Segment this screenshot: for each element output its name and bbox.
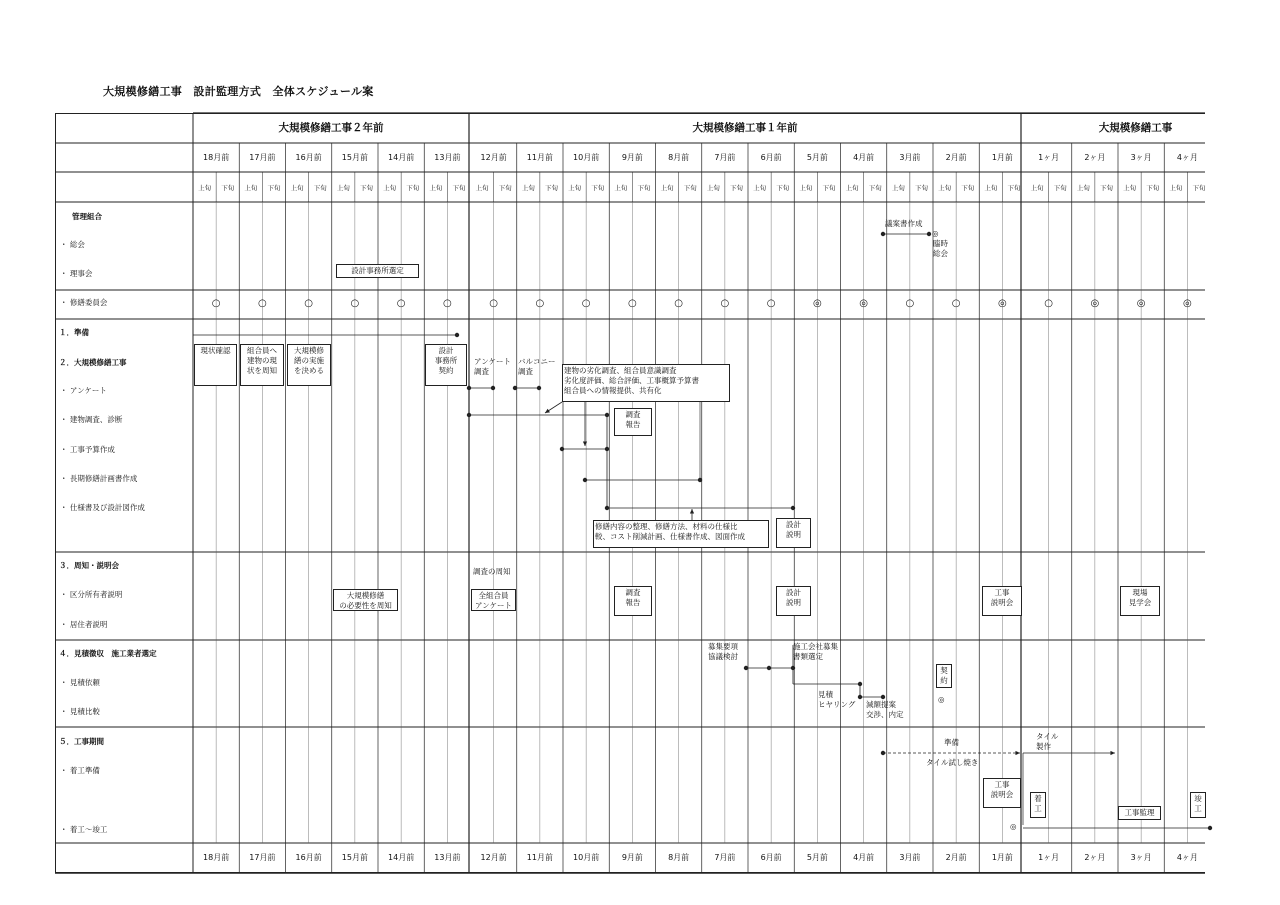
early-period-label: 上旬 xyxy=(290,184,304,192)
shiyo-note-box: 修繕内容の整理、修繕方法、材料の仕様比 較、コスト削減計画、仕様書作成、図面作成 xyxy=(593,520,769,548)
committee-meeting-symbol: ○ xyxy=(489,298,498,309)
rinji-label: 臨時 総会 xyxy=(933,239,948,258)
committee-meeting-symbol: ○ xyxy=(396,298,406,309)
committee-meeting-symbol: ○ xyxy=(766,298,776,309)
genkaku-label: 減額提案 交渉、内定 xyxy=(866,700,904,719)
month-footer: 18月前 xyxy=(203,853,230,862)
late-period-label: 下旬 xyxy=(267,184,281,192)
balcony-label: バルコニー 調査 xyxy=(518,357,556,376)
kanri-box: 工事監理 xyxy=(1118,806,1161,820)
row-label-shiyo: ・ 仕様書及び設計図作成 xyxy=(60,503,145,512)
early-period-label: 上旬 xyxy=(244,184,258,192)
committee-meeting-symbol: ○ xyxy=(581,298,591,309)
month-footer: 12月前 xyxy=(480,853,507,862)
row-label-iinkai: ・ 修繕委員会 xyxy=(60,298,108,307)
month-header-top: 1月前 xyxy=(991,153,1013,162)
early-period-label: 上旬 xyxy=(1030,184,1044,192)
row-label-anketo: ・ アンケート xyxy=(60,386,107,395)
late-period-label: 下旬 xyxy=(452,184,466,192)
row-label-chosa: ・ 建物調査、診断 xyxy=(60,415,123,424)
committee-meeting-symbol: ○ xyxy=(211,298,221,309)
committee-meeting-symbol: ◎ xyxy=(1090,298,1100,309)
month-header-top: 16月前 xyxy=(295,153,322,162)
month-footer: 1ヶ月 xyxy=(1038,853,1060,862)
chosa-note-arrow-head xyxy=(545,409,550,413)
row-label-hikaku: ・ 見積比較 xyxy=(60,707,100,716)
genjo-box: 現状確認 xyxy=(194,344,237,386)
month-footer: 1月前 xyxy=(991,853,1013,862)
committee-meeting-symbol: ○ xyxy=(535,298,545,309)
month-footer: 7月前 xyxy=(714,853,736,862)
early-period-label: 上旬 xyxy=(383,184,397,192)
late-period-label: 下旬 xyxy=(406,184,420,192)
month-header-top: 8月前 xyxy=(668,153,690,162)
late-period-label: 下旬 xyxy=(1053,184,1067,192)
keiyaku-box: 契約 xyxy=(936,664,952,688)
row-label-kanri: 管理組合 xyxy=(72,212,102,221)
committee-meeting-symbol: ○ xyxy=(628,298,637,309)
office-contract-box: 設計 事務所 契約 xyxy=(425,344,467,386)
month-footer: 16月前 xyxy=(295,853,322,862)
chakko-symbol: ◎ xyxy=(1010,822,1017,831)
chosa-down-arrow-head xyxy=(583,441,587,446)
shiko-boshu-label: 施工会社募集 書類選定 xyxy=(793,642,838,661)
boshu-mid xyxy=(767,666,771,670)
shiyo-end xyxy=(791,506,795,510)
month-header-top: 1ヶ月 xyxy=(1038,153,1060,162)
tile-yaki-label: タイル試し焼き xyxy=(926,758,979,767)
early-period-label: 上旬 xyxy=(1123,184,1137,192)
koji-setsumeikai2-box: 工事 説明会 xyxy=(983,778,1021,808)
sentei-box: 設計事務所選定 xyxy=(336,264,419,278)
committee-meeting-symbol: ◎ xyxy=(1136,298,1146,309)
chosa-hokoku-box: 調査 報告 xyxy=(614,408,652,436)
boshu-start xyxy=(744,666,748,670)
row-label-chakko-junbi: ・ 着工準備 xyxy=(60,766,100,775)
late-period-label: 下旬 xyxy=(637,184,651,192)
late-period-label: 下旬 xyxy=(914,184,928,192)
month-header-top: 12月前 xyxy=(480,153,507,162)
month-header-top: 4月前 xyxy=(853,153,875,162)
balcony-start xyxy=(513,386,517,390)
row-label-shuchi: ３．周知・説明会 xyxy=(59,561,119,570)
late-period-label: 下旬 xyxy=(544,184,558,192)
month-footer: 2月前 xyxy=(945,853,967,862)
row-label-mitsumori: ４．見積徴収 施工業者選定 xyxy=(59,649,157,658)
row-label-junbi: １．準備 xyxy=(59,328,89,337)
committee-meeting-symbol: ○ xyxy=(674,298,683,309)
early-period-label: 上旬 xyxy=(799,184,813,192)
early-period-label: 上旬 xyxy=(753,184,767,192)
committee-meeting-symbol: ◎ xyxy=(998,298,1007,309)
month-header-top: 18月前 xyxy=(203,153,230,162)
late-period-label: 下旬 xyxy=(359,184,373,192)
anketo-chosa-label: アンケート 調査 xyxy=(474,357,512,376)
zen-anketo-box: 全組合員 アンケート xyxy=(471,589,516,611)
late-period-label: 下旬 xyxy=(221,184,235,192)
balcony-end xyxy=(537,386,541,390)
month-header-top: 13月前 xyxy=(434,153,461,162)
early-period-label: 上旬 xyxy=(938,184,952,192)
month-footer: 4ヶ月 xyxy=(1176,853,1198,862)
anketo-end xyxy=(491,386,495,390)
month-footer: 3ヶ月 xyxy=(1130,853,1152,862)
late-period-label: 下旬 xyxy=(729,184,743,192)
early-period-label: 上旬 xyxy=(660,184,674,192)
early-period-label: 上旬 xyxy=(429,184,443,192)
committee-meeting-symbol: ○ xyxy=(720,298,730,309)
late-period-label: 下旬 xyxy=(1146,184,1160,192)
koji-setsumeikai-box: 工事 説明会 xyxy=(982,586,1022,616)
hiaring-label: 見積 ヒヤリング xyxy=(818,690,856,709)
tile-seisaku-label: タイル 製作 xyxy=(1036,732,1059,751)
committee-meeting-symbol: ○ xyxy=(905,298,915,309)
row-label-rijikai: ・ 理事会 xyxy=(60,269,93,278)
anketo-start xyxy=(467,386,471,390)
late-period-label: 下旬 xyxy=(1099,184,1113,192)
shunko-box: 竣 工 xyxy=(1190,792,1206,818)
hikaku-start xyxy=(858,695,862,699)
tile-arrow-head xyxy=(1110,751,1115,755)
month-footer: 10月前 xyxy=(573,853,600,862)
choki-start xyxy=(583,478,587,482)
committee-meeting-symbol: ○ xyxy=(258,298,267,309)
committee-meeting-symbol: ◎ xyxy=(859,298,868,309)
early-period-label: 上旬 xyxy=(1076,184,1090,192)
late-period-label: 下旬 xyxy=(313,184,327,192)
gian-start xyxy=(881,232,885,236)
sekkei-setsumei2-box: 設計 説明 xyxy=(776,586,811,616)
late-period-label: 下旬 xyxy=(591,184,605,192)
junbi-dashed-start xyxy=(881,751,885,755)
late-period-label: 下旬 xyxy=(498,184,512,192)
late-period-label: 下旬 xyxy=(822,184,836,192)
late-period-label: 下旬 xyxy=(1192,184,1206,192)
boshu-label: 募集要項 協議検討 xyxy=(708,642,738,661)
month-footer: 6月前 xyxy=(760,853,782,862)
month-footer: 15月前 xyxy=(341,853,368,862)
late-period-label: 下旬 xyxy=(868,184,882,192)
early-period-label: 上旬 xyxy=(198,184,212,192)
month-header-top: 17月前 xyxy=(249,153,276,162)
month-footer: 9月前 xyxy=(621,853,643,862)
month-header-top: 11月前 xyxy=(526,153,553,162)
sekkei-setsumei-box: 設計 説明 xyxy=(776,518,811,548)
committee-meeting-symbol: ○ xyxy=(304,298,313,309)
hikaku-end xyxy=(881,695,885,699)
hitsuyo-box: 大規模修繕 の必要性を周知 xyxy=(333,589,398,611)
chosa-hokoku2-box: 調査 報告 xyxy=(614,586,652,616)
month-header-top: 14月前 xyxy=(388,153,415,162)
early-period-label: 上旬 xyxy=(845,184,859,192)
late-period-label: 下旬 xyxy=(961,184,975,192)
early-period-label: 上旬 xyxy=(336,184,350,192)
committee-meeting-symbol: ○ xyxy=(350,298,360,309)
early-period-label: 上旬 xyxy=(1169,184,1183,192)
phase-header-2: 大規模修繕工事 xyxy=(1098,122,1173,134)
month-header-top: 4ヶ月 xyxy=(1176,153,1198,162)
early-period-label: 上旬 xyxy=(614,184,628,192)
month-header-top: 10月前 xyxy=(573,153,600,162)
late-period-label: 下旬 xyxy=(1007,184,1021,192)
late-period-label: 下旬 xyxy=(683,184,697,192)
month-header-top: 5月前 xyxy=(806,153,828,162)
month-header-top: 15月前 xyxy=(341,153,368,162)
committee-meeting-symbol: ○ xyxy=(1044,298,1053,309)
month-footer: 8月前 xyxy=(668,853,690,862)
month-footer: 13月前 xyxy=(434,853,461,862)
chosa-shuchi-label: 調査の周知 xyxy=(473,567,511,576)
junbi-label: 準備 xyxy=(944,738,959,747)
late-period-label: 下旬 xyxy=(776,184,790,192)
month-footer: 14月前 xyxy=(388,853,415,862)
early-period-label: 上旬 xyxy=(475,184,489,192)
month-header-top: 3月前 xyxy=(899,153,921,162)
early-period-label: 上旬 xyxy=(706,184,720,192)
early-period-label: 上旬 xyxy=(568,184,582,192)
row-label-yosan: ・ 工事予算作成 xyxy=(60,445,115,454)
rinji-symbol: ◎ xyxy=(932,229,939,238)
month-header-top: 7月前 xyxy=(714,153,736,162)
genba-box: 現場 見学会 xyxy=(1120,586,1160,616)
month-header-top: 6月前 xyxy=(760,153,782,162)
row-label-kubun: ・ 区分所有者説明 xyxy=(60,590,123,599)
month-footer: 4月前 xyxy=(853,853,875,862)
yosan-start xyxy=(560,447,564,451)
gian-label: 議案書作成 xyxy=(885,219,923,228)
month-header-top: 2ヶ月 xyxy=(1084,153,1106,162)
chosa-start xyxy=(467,413,471,417)
month-footer: 3月前 xyxy=(899,853,921,862)
early-period-label: 上旬 xyxy=(521,184,535,192)
gian-end xyxy=(927,232,931,236)
committee-meeting-symbol: ○ xyxy=(443,298,452,309)
month-footer: 17月前 xyxy=(249,853,276,862)
row-label-kyoju: ・ 居住者説明 xyxy=(60,620,108,629)
early-period-label: 上旬 xyxy=(891,184,905,192)
phase-header-1: 大規模修繕工事１年前 xyxy=(692,122,798,134)
junbi-dashed-arrow-head xyxy=(1015,751,1020,755)
row-label-koki: ５．工事期間 xyxy=(59,737,104,746)
keiyaku-symbol: ◎ xyxy=(938,695,945,704)
month-header-top: 2月前 xyxy=(945,153,967,162)
committee-meeting-symbol: ◎ xyxy=(813,298,822,309)
row-label-sokai: ・ 総会 xyxy=(60,240,85,249)
committee-meeting-symbol: ○ xyxy=(951,298,961,309)
month-header-top: 3ヶ月 xyxy=(1130,153,1152,162)
row-label-irai: ・ 見積依頼 xyxy=(60,678,100,687)
row-label-daikibo: ２．大規模修繕工事 xyxy=(59,358,127,367)
month-footer: 5月前 xyxy=(806,853,828,862)
junbi-end xyxy=(455,333,459,337)
jisshi-box: 大規模修 繕の実施 を決める xyxy=(287,344,331,386)
shiyo-note-arrow-head xyxy=(690,509,694,514)
row-label-chakko: ・ 着工～竣工 xyxy=(60,825,108,834)
document-title: 大規模修繕工事 設計監理方式 全体スケジュール案 xyxy=(103,85,374,98)
month-footer: 11月前 xyxy=(526,853,553,862)
early-period-label: 上旬 xyxy=(984,184,998,192)
phase-header-0: 大規模修繕工事２年前 xyxy=(278,122,384,134)
chakko-box: 着 工 xyxy=(1030,792,1046,818)
committee-meeting-symbol: ◎ xyxy=(1183,298,1192,309)
construction-end xyxy=(1208,826,1212,830)
kumiai-box: 組合員へ 建物の現 状を周知 xyxy=(240,344,284,386)
month-header-top: 9月前 xyxy=(621,153,643,162)
month-footer: 2ヶ月 xyxy=(1084,853,1106,862)
chosa-note-box: 建物の劣化調査、組合員意識調査 劣化度評価、総合評価、工事概算予算書 組合員への情報提供、共有化 xyxy=(562,364,730,402)
row-label-choki: ・ 長期修繕計画書作成 xyxy=(60,474,138,483)
